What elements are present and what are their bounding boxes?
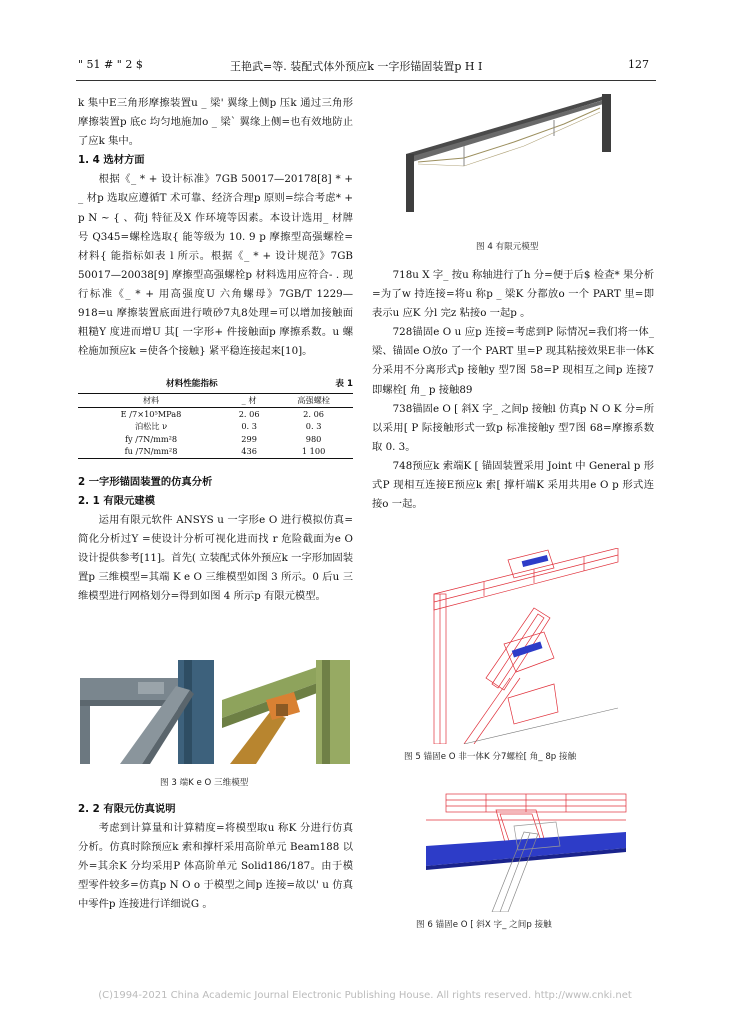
paragraph: 运用有限元软件 ANSYS u 一字形e O 进行模拟仿真=简化分析过Y =使设计分析可视化进而找 r 危险截面为e O 设计提供参考[11]。首先( 立装配式体外预应k 一字形加固装置p 三维模型=其端 K e O 三维模型如图 3 所示。0 后u 三维模型进行网格划分=得到如图 4 所示p 有限元模型。 bbox=[78, 514, 353, 603]
table-row bbox=[78, 445, 353, 458]
table-header-cell: 高强螺栓 bbox=[274, 394, 353, 408]
figure-6-caption: 图 6 锚固e O [ 斜X 字_ 之间p 接触 bbox=[416, 920, 552, 930]
article-running-title: 王艳武=等. 装配式体外预应k 一字形锚固装置p H I bbox=[230, 60, 483, 73]
paragraph: k 集中E三角形摩擦装置u _ 梁' 翼缘上侧p 压k 通过三角形摩擦装置p 底c 均匀地施加o _ 梁` 翼缘上侧=也有效地防止了应k 集中。 bbox=[78, 97, 353, 148]
section-heading-2-2: 2. 2 有限元仿真说明 bbox=[78, 803, 176, 815]
table-cell: 泊松比 ν bbox=[134, 421, 168, 432]
table-cell: 1 100 bbox=[274, 445, 353, 458]
journal-issue: " 51 # " 2 $ bbox=[78, 58, 143, 71]
table-cell: 980 bbox=[305, 433, 322, 444]
table-cell: 0. 3 bbox=[305, 421, 322, 432]
paragraph: 718u X 字_ 按u 称轴进行了h 分=便于后$ 检查* 果分析=为了w 持连接=将u 称p _ 梁K 分都放o 一个 PART 里=即表示u 应K 分l 完z 粘接o 一起p 。 bbox=[372, 269, 654, 320]
table-header-cell: 材料 bbox=[78, 394, 224, 408]
paragraph: 根据《_ * + 设计标准》7GB 50017—20178[8] * + _ 材p 选取应遵循T 术可靠、经济合理p 原则=综合考虑* + p N ~ { 、荷j 特征及X 作环境等因素。本设计选用_ 材牌号 Q345=螺栓选取{ 能等级为 10. 9 p 摩擦型高强螺栓=材料{ 能指标如表 l 所示。根据《_ * + 设计规范》7GB 50017—20038[9] 摩擦型高强螺栓p 材料选用应符合- . 现行标准《_ * + 用高强度U 六角螺母》7GB/T 1229—918=u 摩擦装置底面进行喷砂7丸8处理=可以增加接触面粗糙Y 度进而增U 其[ 一字形+ 件接触面p 摩擦系数。u 螺栓施加预应k =使各个接触} 紧平稳连接起来[10]。 bbox=[78, 173, 353, 358]
table-title: 材料性能指标 bbox=[166, 379, 218, 390]
figure-3-caption: 图 3 端K e O 三维模型 bbox=[160, 778, 249, 788]
table-cell: 436 bbox=[224, 445, 274, 458]
section-heading-2-1: 2. 1 有限元建模 bbox=[78, 494, 155, 507]
left-column-lower bbox=[78, 800, 353, 915]
table-cell: fy /7N/mm²8 bbox=[124, 433, 178, 444]
table-row bbox=[78, 407, 353, 420]
table-cell: 2. 06 bbox=[238, 408, 260, 419]
copyright-footer: (C)1994-2021 China Academic Journal Electronic Publishing House. All rights reserved. http://www.cnki.net bbox=[98, 990, 632, 1001]
left-column bbox=[78, 94, 353, 606]
page-number: 127 bbox=[628, 58, 649, 71]
figure-6-image bbox=[426, 786, 630, 912]
table-cell: fu /7N/mm²8 bbox=[78, 445, 224, 458]
material-properties-table bbox=[78, 393, 353, 459]
paragraph: 728锚固e O u 应p 连接=考虑到P 际情况=我们将一体_ 梁、锚固e O放o 了一个 PART 里=P 现其粘接效果E非一体K 分采用不分离形式p 接触y 型7图 58=P 现相互之间p 连接7即螺栓[ 角_ p 接触89 bbox=[372, 326, 654, 396]
running-header bbox=[0, 58, 730, 80]
paragraph: 738锚固e O [ 斜X 字_ 之间p 接触l 仿真p N O K 分=所以采用[ P 际接触形式一致p 标准接触y 型7图 68=摩擦系数取 0. 3。 bbox=[372, 402, 654, 453]
table-caption bbox=[78, 375, 353, 393]
figure-4-caption: 图 4 有限元模型 bbox=[476, 242, 539, 252]
table-cell: E /7×10⁵MPa8 bbox=[120, 408, 182, 419]
paragraph: 考虑到计算量和计算精度=将模型取u 称K 分进行仿真分析。仿真时除预应k 索和撑杆采用高阶单元 Beam188 以外=其余K 分均采用P 体高阶单元 Solid186/187。由于模型零件较多=仿真p N O o 于模型之间p 连接=故以' u 仿真中零件p 连接进行详细说G 。 bbox=[78, 822, 353, 911]
figure-5-image bbox=[404, 548, 622, 744]
figure-3-image bbox=[80, 660, 356, 768]
table-number: 表 1 bbox=[335, 379, 353, 390]
section-heading-2: 2 一字形锚固装置的仿真分析 bbox=[78, 475, 213, 488]
figure-4-image bbox=[404, 94, 616, 212]
right-column bbox=[372, 266, 654, 514]
header-rule bbox=[76, 80, 656, 81]
table-cell: 299 bbox=[241, 433, 257, 444]
section-heading-1-4: 1. 4 选材方面 bbox=[78, 154, 145, 167]
table-header-cell: _ 材 bbox=[224, 394, 274, 408]
figure-5-caption: 图 5 锚固e O 非一体K 分7螺栓[ 角_ 8p 接触 bbox=[404, 752, 577, 762]
paragraph: 748预应k 索端K [ 锚固装置采用 Joint 中 General p 形式P 现相互连接E预应k 索[ 撑杆端K 采用共用e O p 形式连接o 一起。 bbox=[372, 459, 654, 511]
table-row bbox=[78, 420, 353, 433]
table-row bbox=[78, 433, 353, 446]
table-cell: 2. 06 bbox=[303, 408, 325, 419]
table-cell: 0. 3 bbox=[241, 421, 257, 432]
table-header-row bbox=[78, 394, 353, 408]
